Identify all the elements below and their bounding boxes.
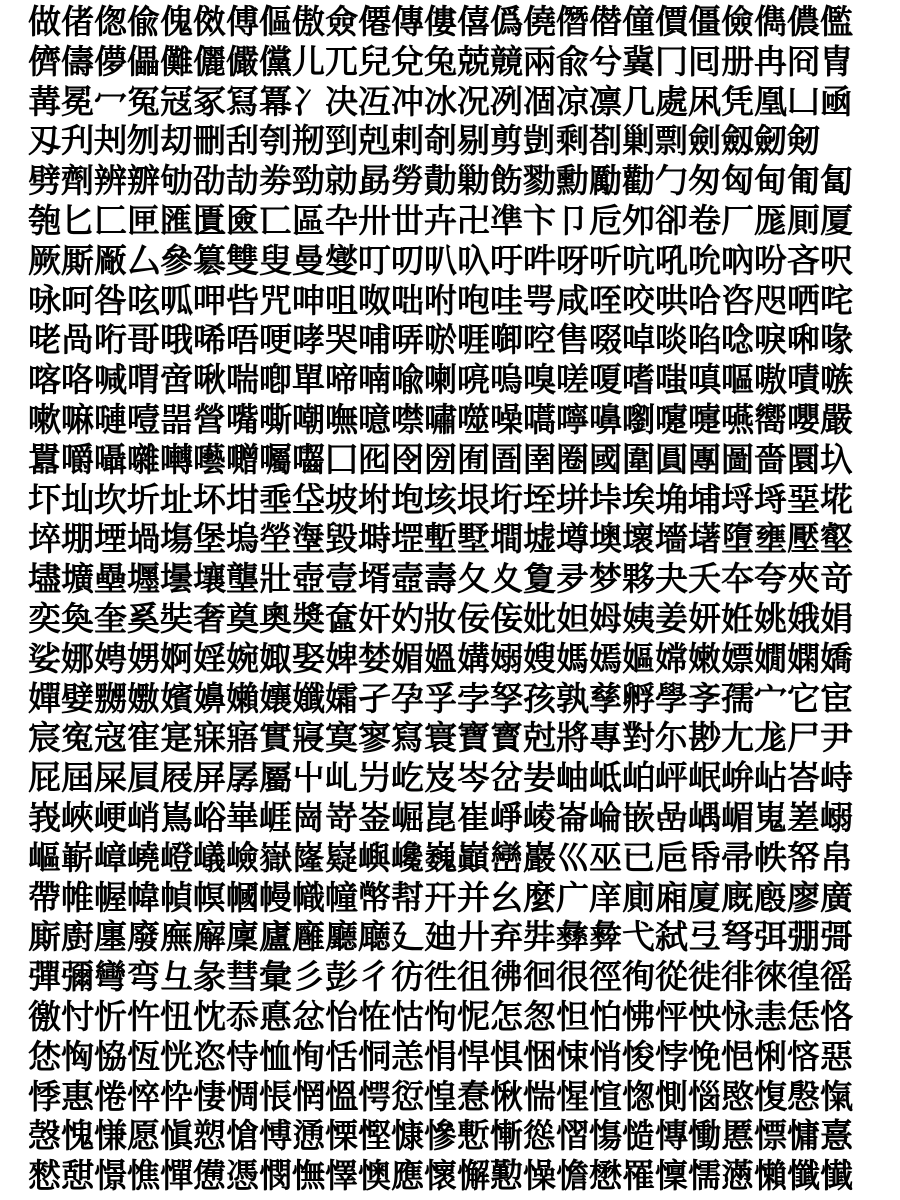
glyph-row: 帶帷幄幃幀幎幗幔幟幢幤幇幵并幺麼广庠廁廂廈廐廏廖廣 <box>28 877 853 917</box>
glyph-row: 彈彌彎弯彑彖彗彙彡彭彳彷徃徂彿徊很徑徇從徙徘徠徨徭 <box>28 957 853 997</box>
glyph-row: 嶇嶄嶂嶢嶝嶬嶮嶽嶐嶷嶼巉巍巓巒巖巛巫已巵帋帚帙帑帛 <box>28 837 853 877</box>
glyph-row: 儕儔儚儡儺儷儼儻儿兀兒兌兔兢竸兩兪兮冀冂囘册冉冏冑 <box>28 41 853 81</box>
glyph-row: 徼忖忻忤忸忱忝悳忿怡恠怙怐怩怎怱怛怕怫怦怏怺恚恁恪 <box>28 997 853 1036</box>
glyph-row: 憖憇憬憔憚憊憑憫憮懌懊應懷懈懃懆憺懋罹懍懦懣懶懺懴 <box>28 1156 853 1196</box>
glyph-row: 悸惠惓悴忰悽惆悵惘慍愕愆惶惷愀惴惺愃愡惻惱愍愎慇愾 <box>28 1076 853 1116</box>
glyph-row: 嗽嘛嗹噎噐營嘴嘶嘲嘸噫噤嘯噬噪嚆嚀嚊嚠嚔嚏嚥嚮嚶嚴 <box>28 400 853 439</box>
glyph-row: 屁屆屎屓屐屏孱屬屮乢屶屹岌岑岔妛岫岻岶岼岷峅岾峇峙 <box>28 758 853 798</box>
glyph-row: 恷恟恊恆恍恣恃恤恂恬恫恙悁悍惧悃悚悄悛悖悗悒悧悋惡 <box>28 1036 853 1076</box>
glyph-row: 劈劑辨辧劬劭劼劵勁勍勗勞勣勦飭勠勳勵勸勹匆匈甸匍匐 <box>28 161 853 201</box>
glyph-row: 奕奐奎奚奘奢奠奧奬奩奸妁妝佞侫妣妲姆姨姜妍姙姚娥娟 <box>28 599 853 638</box>
glyph-row: 娑娜娉娚婀婬婉娵娶婢婪媚媼媾嫋嫂媽嫣嫗嫦嫩嫖嫺嫻嬌 <box>28 638 853 678</box>
glyph-row: 壗壙壘壥壜壤壟壯壺壹壻壼壽夂夊夐夛梦夥夬夭夲夸夾竒 <box>28 559 853 599</box>
glyph-row: 峩峽峺峭嶌峪崋崕崗嵜崟崛崑崔崢崚崙崘嵌嵒嵎嵋嵬嵳嵶 <box>28 798 853 837</box>
glyph-row: 廝廚廛廢廡廨廩廬廱廳廰廴廸廾弃弉彝彜弋弑弖弩弭弸彁 <box>28 917 853 957</box>
glyph-row: 咾咼哘哥哦唏唔哽哮哭哺哢唹啀啣啌售啜啅啖啗唸唳啝喙 <box>28 320 853 360</box>
glyph-row: 愨愧慊愿愼愬愴愽慂慄慳慷慘慙慚慫慴慯慥慱慟慝慓慵憙 <box>28 1116 853 1156</box>
glyph-row: 嬋嬖嬲嫐嬪嬶嬾孃孅孀孑孕孚孛孥孩孰孳孵學斈孺宀它宦 <box>28 678 853 718</box>
glyph-row: 冓冕冖冤冦冢冩冪冫决冱冲冰况冽凅凉凛几處凩凭凰凵凾 <box>28 81 853 121</box>
glyph-row: 囂嚼囁囃囀囈囎囑囓囗囮囹圀囿圄圉圈國圍圓團圖嗇圜圦 <box>28 439 853 479</box>
glyph-row: 做偖偬偸傀傚傅傴傲僉僊傳僂僖僞僥僭僣僮價僵儉儁儂儖 <box>28 2 853 41</box>
glyph-row: 喀咯喊喟啻啾喘喞單啼喃喩喇喨嗚嗅嗟嗄嗜嗤嗔嘔嗷嘖嗾 <box>28 360 853 400</box>
glyph-row: 刄刋刔刎刧刪刮刳剏剄剋剌剞剔剪剴剩剳剿剽劍劔劒剱 <box>28 121 820 161</box>
glyph-row: 匏匕匚匣匯匱匳匸區卆卅丗卉卍凖卞卩卮夘卻卷厂厖厠厦 <box>28 201 853 240</box>
glyph-row: 厥厮厰厶參簒雙叟曼燮叮叨叭叺吁吽呀听吭吼吮吶吩吝呎 <box>28 240 853 280</box>
glyph-row: 圷圸坎圻址坏坩埀垈坡坿垉垓垠垳垤垪垰埃埆埔埒埓堊埖 <box>28 479 853 519</box>
glyph-row: 埣堋堙堝塲堡塢塋塰毀塒堽塹墅墹墟墫墺壞墻墸墮壅壓壑 <box>28 519 853 559</box>
glyph-row: 咏呵咎呟呱呷呰咒呻咀呶咄咐咆哇咢咸咥咬哄哈咨咫哂咤 <box>28 280 853 320</box>
glyph-row: 宸寃寇寉寔寐寤實寢寞寥寫寰寶寳尅將專對尓尠尢尨尸尹 <box>28 718 853 758</box>
